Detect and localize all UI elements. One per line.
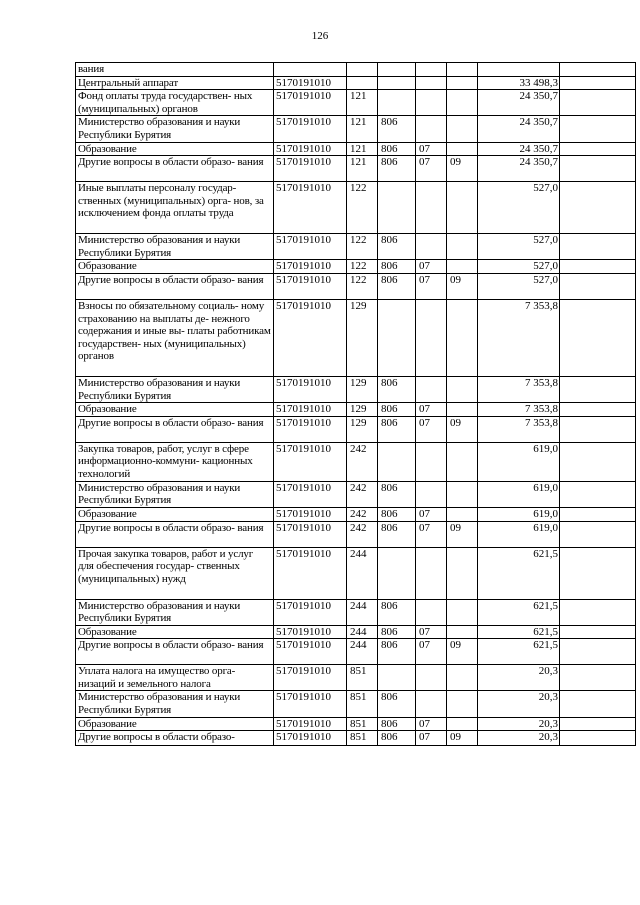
row-subsection [447, 717, 478, 731]
row-amount: 527,0 [478, 182, 560, 234]
row-expense-type: 244 [347, 639, 378, 665]
row-amount: 7 353,8 [478, 403, 560, 417]
row-ministry-code: 806 [378, 481, 416, 507]
row-amount: 7 353,8 [478, 299, 560, 376]
row-section [416, 63, 447, 77]
row-extra-cell [560, 507, 636, 521]
row-extra-cell [560, 521, 636, 547]
row-subsection [447, 507, 478, 521]
row-amount: 24 350,7 [478, 116, 560, 142]
row-name: Министерство образования и науки Республики Бурятия [76, 376, 274, 402]
row-expense-type: 129 [347, 376, 378, 402]
row-name: вания [76, 63, 274, 77]
row-expense-type: 244 [347, 547, 378, 599]
row-section: 07 [416, 416, 447, 442]
row-extra-cell [560, 403, 636, 417]
row-extra-cell [560, 156, 636, 182]
table-row [76, 260, 636, 274]
row-amount: 20,3 [478, 691, 560, 717]
row-name: Закупка товаров, работ, услуг в сфере информационно-коммуни- кационных технологий [76, 442, 274, 481]
row-code: 5170191010 [274, 403, 347, 417]
row-expense-type: 121 [347, 116, 378, 142]
row-extra-cell [560, 547, 636, 599]
row-subsection [447, 299, 478, 376]
row-extra-cell [560, 625, 636, 639]
row-extra-cell [560, 376, 636, 402]
row-subsection [447, 691, 478, 717]
row-ministry-code: 806 [378, 142, 416, 156]
row-expense-type: 129 [347, 416, 378, 442]
row-code: 5170191010 [274, 521, 347, 547]
row-section: 07 [416, 731, 447, 746]
row-section: 07 [416, 403, 447, 417]
row-code [274, 63, 347, 77]
row-ministry-code: 806 [378, 416, 416, 442]
row-subsection: 09 [447, 273, 478, 299]
row-code: 5170191010 [274, 116, 347, 142]
table-body [76, 63, 636, 746]
row-subsection [447, 63, 478, 77]
row-section: 07 [416, 156, 447, 182]
row-subsection [447, 182, 478, 234]
row-ministry-code [378, 76, 416, 90]
table-row [76, 599, 636, 625]
row-ministry-code: 806 [378, 521, 416, 547]
row-extra-cell [560, 182, 636, 234]
row-section [416, 442, 447, 481]
row-code: 5170191010 [274, 260, 347, 274]
row-amount: 24 350,7 [478, 90, 560, 116]
row-amount: 33 498,3 [478, 76, 560, 90]
row-extra-cell [560, 639, 636, 665]
table-row [76, 731, 636, 746]
row-code: 5170191010 [274, 90, 347, 116]
row-name: Другие вопросы в области образо- вания [76, 521, 274, 547]
table-row [76, 403, 636, 417]
row-extra-cell [560, 442, 636, 481]
row-name: Министерство образования и науки Республики Бурятия [76, 234, 274, 260]
row-subsection [447, 376, 478, 402]
row-section: 07 [416, 260, 447, 274]
row-ministry-code: 806 [378, 625, 416, 639]
row-code: 5170191010 [274, 665, 347, 691]
row-ministry-code: 806 [378, 731, 416, 746]
row-code: 5170191010 [274, 234, 347, 260]
row-amount: 527,0 [478, 273, 560, 299]
row-name: Прочая закупка товаров, работ и услуг для обеспечения государ- ственных (муниципальных) нужд [76, 547, 274, 599]
row-section: 07 [416, 521, 447, 547]
table-row [76, 63, 636, 77]
row-section [416, 481, 447, 507]
row-ministry-code: 806 [378, 156, 416, 182]
table-row [76, 665, 636, 691]
table-row [76, 717, 636, 731]
row-section [416, 299, 447, 376]
row-amount: 24 350,7 [478, 156, 560, 182]
row-subsection: 09 [447, 731, 478, 746]
row-code: 5170191010 [274, 416, 347, 442]
row-extra-cell [560, 260, 636, 274]
row-code: 5170191010 [274, 717, 347, 731]
row-code: 5170191010 [274, 547, 347, 599]
row-code: 5170191010 [274, 76, 347, 90]
row-section [416, 691, 447, 717]
row-amount: 619,0 [478, 442, 560, 481]
table-row [76, 182, 636, 234]
row-subsection [447, 76, 478, 90]
table-row [76, 481, 636, 507]
table-row [76, 691, 636, 717]
row-amount: 619,0 [478, 481, 560, 507]
row-ministry-code [378, 182, 416, 234]
table-row [76, 90, 636, 116]
row-code: 5170191010 [274, 625, 347, 639]
row-section [416, 234, 447, 260]
row-expense-type: 851 [347, 731, 378, 746]
row-subsection [447, 90, 478, 116]
row-section [416, 599, 447, 625]
row-section [416, 90, 447, 116]
row-name: Образование [76, 142, 274, 156]
row-section [416, 116, 447, 142]
row-name: Образование [76, 260, 274, 274]
row-section [416, 547, 447, 599]
row-subsection: 09 [447, 416, 478, 442]
row-name: Другие вопросы в области образо- вания [76, 639, 274, 665]
row-section: 07 [416, 717, 447, 731]
row-amount: 7 353,8 [478, 376, 560, 402]
row-name: Другие вопросы в области образо- вания [76, 273, 274, 299]
row-amount: 621,5 [478, 639, 560, 665]
row-ministry-code [378, 90, 416, 116]
row-subsection [447, 547, 478, 599]
row-subsection [447, 403, 478, 417]
row-name: Министерство образования и науки Республики Бурятия [76, 481, 274, 507]
table-row [76, 639, 636, 665]
row-section [416, 182, 447, 234]
row-name: Взносы по обязательному социаль- ному страхованию на выплаты де- нежного содержания и иные вы- платы работникам государствен- ных (муниципальных) органов [76, 299, 274, 376]
row-amount [478, 63, 560, 77]
row-subsection [447, 260, 478, 274]
row-extra-cell [560, 665, 636, 691]
table-row [76, 442, 636, 481]
row-expense-type: 244 [347, 599, 378, 625]
row-amount: 20,3 [478, 717, 560, 731]
row-expense-type: 851 [347, 717, 378, 731]
row-code: 5170191010 [274, 481, 347, 507]
row-extra-cell [560, 717, 636, 731]
row-subsection [447, 234, 478, 260]
row-extra-cell [560, 76, 636, 90]
table-row [76, 547, 636, 599]
row-code: 5170191010 [274, 273, 347, 299]
row-section: 07 [416, 625, 447, 639]
row-ministry-code [378, 665, 416, 691]
row-amount: 20,3 [478, 731, 560, 746]
row-expense-type: 122 [347, 234, 378, 260]
row-extra-cell [560, 90, 636, 116]
row-name: Другие вопросы в области образо- [76, 731, 274, 746]
row-expense-type: 122 [347, 260, 378, 274]
row-extra-cell [560, 481, 636, 507]
row-amount: 527,0 [478, 260, 560, 274]
row-extra-cell [560, 731, 636, 746]
row-name: Министерство образования и науки Республики Бурятия [76, 691, 274, 717]
row-subsection [447, 665, 478, 691]
row-ministry-code: 806 [378, 599, 416, 625]
row-ministry-code: 806 [378, 403, 416, 417]
row-expense-type: 242 [347, 481, 378, 507]
row-name: Центральный аппарат [76, 76, 274, 90]
row-expense-type [347, 76, 378, 90]
row-subsection [447, 625, 478, 639]
row-ministry-code: 806 [378, 717, 416, 731]
row-expense-type: 242 [347, 507, 378, 521]
row-expense-type: 851 [347, 691, 378, 717]
row-expense-type: 122 [347, 273, 378, 299]
row-section [416, 76, 447, 90]
row-ministry-code: 806 [378, 507, 416, 521]
row-subsection: 09 [447, 639, 478, 665]
row-amount: 24 350,7 [478, 142, 560, 156]
budget-table [75, 62, 636, 746]
row-expense-type: 121 [347, 142, 378, 156]
row-code: 5170191010 [274, 599, 347, 625]
table-row [76, 116, 636, 142]
row-name: Другие вопросы в области образо- вания [76, 156, 274, 182]
row-section: 07 [416, 507, 447, 521]
table-row [76, 299, 636, 376]
table-row [76, 142, 636, 156]
row-name: Другие вопросы в области образо- вания [76, 416, 274, 442]
row-amount: 621,5 [478, 625, 560, 639]
row-extra-cell [560, 299, 636, 376]
row-name: Образование [76, 717, 274, 731]
row-extra-cell [560, 416, 636, 442]
row-code: 5170191010 [274, 156, 347, 182]
row-extra-cell [560, 63, 636, 77]
row-amount: 621,5 [478, 547, 560, 599]
table-row [76, 234, 636, 260]
row-ministry-code: 806 [378, 234, 416, 260]
row-name: Иные выплаты персоналу государ- ственных (муниципальных) орга- нов, за исключением фонда оплаты труда [76, 182, 274, 234]
row-code: 5170191010 [274, 639, 347, 665]
row-amount: 619,0 [478, 521, 560, 547]
row-extra-cell [560, 599, 636, 625]
row-section: 07 [416, 142, 447, 156]
row-amount: 619,0 [478, 507, 560, 521]
row-name: Министерство образования и науки Республики Бурятия [76, 599, 274, 625]
table-row [76, 273, 636, 299]
table-row [76, 416, 636, 442]
table-row [76, 625, 636, 639]
row-subsection: 09 [447, 521, 478, 547]
row-extra-cell [560, 116, 636, 142]
row-expense-type: 242 [347, 521, 378, 547]
row-code: 5170191010 [274, 731, 347, 746]
row-extra-cell [560, 273, 636, 299]
row-expense-type [347, 63, 378, 77]
row-code: 5170191010 [274, 442, 347, 481]
row-code: 5170191010 [274, 182, 347, 234]
row-extra-cell [560, 691, 636, 717]
row-subsection [447, 142, 478, 156]
row-ministry-code: 806 [378, 376, 416, 402]
row-section: 07 [416, 273, 447, 299]
row-name: Министерство образования и науки Республики Бурятия [76, 116, 274, 142]
row-expense-type: 129 [347, 403, 378, 417]
row-expense-type: 129 [347, 299, 378, 376]
row-section [416, 376, 447, 402]
row-expense-type: 851 [347, 665, 378, 691]
row-expense-type: 121 [347, 156, 378, 182]
row-code: 5170191010 [274, 376, 347, 402]
table-row [76, 376, 636, 402]
row-expense-type: 122 [347, 182, 378, 234]
row-ministry-code [378, 63, 416, 77]
row-expense-type: 121 [347, 90, 378, 116]
row-subsection: 09 [447, 156, 478, 182]
row-amount: 20,3 [478, 665, 560, 691]
row-name: Образование [76, 625, 274, 639]
row-ministry-code: 806 [378, 260, 416, 274]
row-subsection [447, 116, 478, 142]
row-ministry-code: 806 [378, 639, 416, 665]
row-extra-cell [560, 234, 636, 260]
row-name: Образование [76, 403, 274, 417]
row-code: 5170191010 [274, 691, 347, 717]
row-amount: 527,0 [478, 234, 560, 260]
table-row [76, 507, 636, 521]
row-code: 5170191010 [274, 507, 347, 521]
row-name: Фонд оплаты труда государствен- ных (муниципальных) органов [76, 90, 274, 116]
row-ministry-code [378, 442, 416, 481]
row-ministry-code [378, 547, 416, 599]
row-name: Уплата налога на имущество орга- низаций и земельного налога [76, 665, 274, 691]
row-ministry-code: 806 [378, 691, 416, 717]
table-row [76, 156, 636, 182]
row-amount: 621,5 [478, 599, 560, 625]
row-code: 5170191010 [274, 142, 347, 156]
row-expense-type: 242 [347, 442, 378, 481]
row-section: 07 [416, 639, 447, 665]
row-name: Образование [76, 507, 274, 521]
row-amount: 7 353,8 [478, 416, 560, 442]
row-ministry-code: 806 [378, 273, 416, 299]
row-subsection [447, 481, 478, 507]
row-extra-cell [560, 142, 636, 156]
row-section [416, 665, 447, 691]
row-subsection [447, 599, 478, 625]
table-row [76, 76, 636, 90]
page-number: 126 [311, 30, 329, 42]
row-expense-type: 244 [347, 625, 378, 639]
row-ministry-code: 806 [378, 116, 416, 142]
row-ministry-code [378, 299, 416, 376]
table-row [76, 521, 636, 547]
row-subsection [447, 442, 478, 481]
row-code: 5170191010 [274, 299, 347, 376]
